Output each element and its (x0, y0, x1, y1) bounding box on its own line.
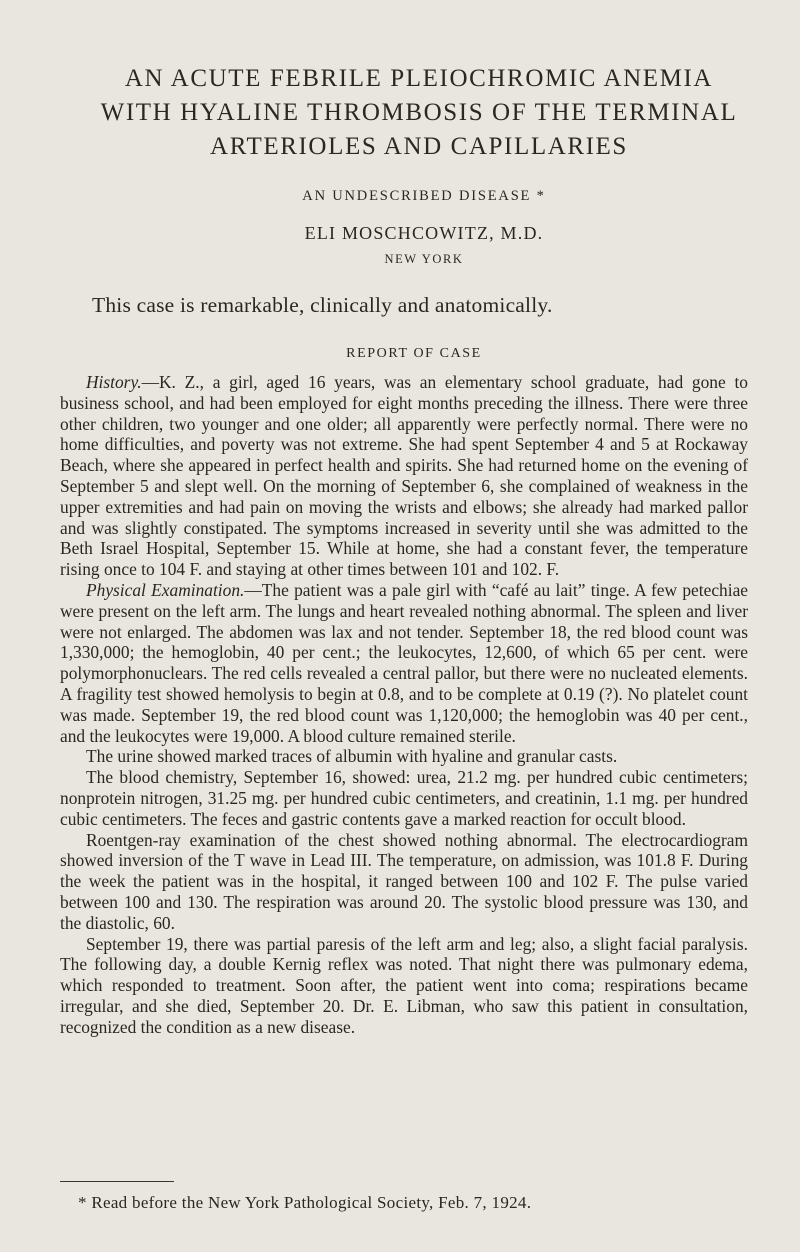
section-heading: REPORT OF CASE (346, 346, 482, 361)
paragraph-label: Physical Examination. (86, 579, 245, 600)
paragraph-text: September 19, there was partial paresis of the left arm and leg; also, a slight facial paralysis. The following day, a double Kernig reflex was noted. That night there was pulmonary edema, which responded to treatment. Soon after, the patient went into coma; respirations became irregular, and she died, September 20. Dr. E. Libman, who saw this patient in consultation, recognized the condition as a new disease. (60, 933, 748, 1037)
paragraph-text: Roentgen-ray examination of the chest showed nothing abnormal. The electrocardiogram showed inversion of the T wave in Lead III. The temperature, on admission, was 101.8 F. During the week the patient was in the hospital, it ranged between 100 and 102 F. The pulse varied between 100 and 130. The respiration was around 20. The systolic blood pressure was 130, and the diastolic, 60. (60, 829, 748, 933)
paragraph-course (60, 934, 748, 1038)
paragraph-text: The blood chemistry, September 16, showed: urea, 21.2 mg. per hundred cubic centimeters; nonprotein nitrogen, 31.25 mg. per hundred cubic centimeters, and creatinin, 1.1 mg. per hundred cubic centimeters. The feces and gastric contents gave a marked reaction for occult blood. (60, 767, 748, 829)
footnote-divider (60, 1181, 174, 1182)
author-name: ELI MOSCHCOWITZ, M.D. (304, 223, 544, 243)
author-location: NEW YORK (384, 252, 464, 266)
paragraph-blood-chemistry (60, 767, 748, 829)
paragraph-text: —K. Z., a girl, aged 16 years, was an elementary school graduate, had gone to business school, and had been employed for eight months preceding the illness. There were three other children, two younger and one older; all apparently were perfectly normal. There were no home difficulties, and poverty was not extreme. She had spent September 4 and 5 at Rockaway Beach, where she appeared in perfect health and spirits. She had returned home on the evening of September 5 and slept well. On the morning of September 6, she complained of weakness in the upper extremities and had pain on moving the wrists and elbows; she already had marked pallor and was slightly constipated. The symptoms increased in severity until she was admitted to the Beth Israel Hospital, September 15. While at home, she had a constant fever, the temperature rising once to 104 F. and staying at other times between 101 and 102. F. (60, 372, 748, 580)
paragraph-text: —The patient was a pale girl with “café au lait” tinge. A few petechiae were present on the left arm. The lungs and heart revealed nothing abnormal. The spleen and liver were not enlarged. The abdomen was lax and not tender. September 18, the red blood count was 1,330,000; the hemoglobin, 40 per cent.; the leukocytes, 12,600, of which 65 per cent. were polymorphonuclears. The red cells revealed a central pallor, but there were no nucleated elements. A fragility test showed hemolysis to begin at 0.8, and to be complete at 0.19 (?). No platelet count was made. September 19, the red blood count was 1,120,000; the hemoglobin was 40 per cent., and the leukocytes were 19,000. A blood culture remained sterile. (60, 579, 749, 746)
paragraph-physical-examination (60, 580, 748, 746)
paragraph-history (60, 372, 748, 580)
paragraph-roentgen (60, 830, 748, 934)
paragraph-urine (60, 746, 748, 767)
lead-sentence: This case is remarkable, clinically and anatomically. (92, 293, 553, 317)
paragraph-label: History. (86, 372, 142, 392)
article-subtitle: AN UNDESCRIBED DISEASE * (302, 188, 546, 204)
paragraph-text: The urine showed marked traces of albumin with hyaline and granular casts. (86, 746, 618, 767)
article-title: AN ACUTE FEBRILE PLEIOCHROMIC ANEMIA WITH HYALINE THROMBOSIS OF THE TERMINAL ARTERIOLES AND CAPILLARIES (100, 65, 738, 160)
footnote: * Read before the New York Pathological Society, Feb. 7, 1924. (78, 1193, 532, 1212)
report-body (60, 372, 748, 1038)
